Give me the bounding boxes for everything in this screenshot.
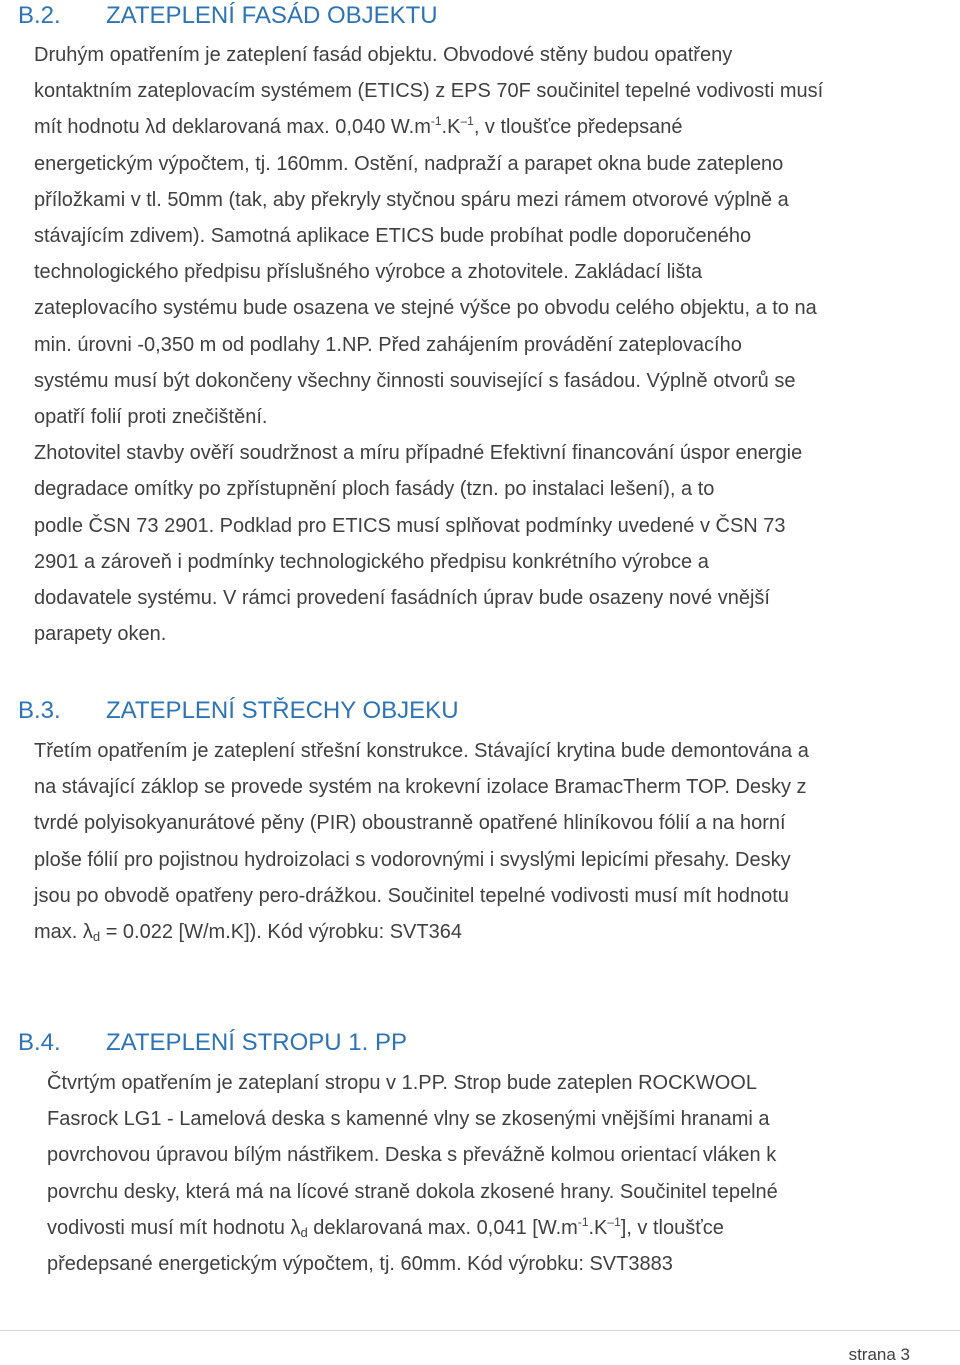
text-line: max. $\lambda_d = 0.022$ [W/m.K]). Kód výrobku: SVT364 [34, 921, 462, 945]
text-line: 2901 a zároveň i podmínky technologického předpisu konkrétního výrobce a [34, 550, 709, 573]
section-title: ZATEPLENÍ STŘECHY OBJEKU [106, 697, 459, 724]
text-line: podle ČSN 73 2901. Podklad pro ETICS musí splňovat podmínky uvedené v ČSN 73 [34, 514, 786, 537]
text-line: tvrdé polyisokyanurátové pěny (PIR) oboustranně opatřené hliníkovou fólií a na horní [34, 812, 786, 835]
text-line: dodavatele systému. V rámci provedení fasádních úprav bude osazeny nové vnější [34, 587, 770, 610]
text-line: vodivosti musí mít hodnotu $\lambda_d$ deklarovaná max. 0,041 $[W.m^{-1}.K^{-1}]$, v tloušťce [47, 1214, 724, 1240]
text-line: degradace omítky po zpřístupnění ploch fasády (tzn. po instalaci lešení), a to [34, 478, 715, 501]
section-title: ZATEPLENÍ STROPU 1. PP [106, 1029, 407, 1056]
text-line: Čtvrtým opatřením je zateplaní stropu v 1.PP. Strop bude zateplen ROCKWOOL [47, 1072, 757, 1094]
section-b3-body [34, 733, 809, 950]
text-line: Třetím opatřením je zateplení střešní konstrukce. Stávající krytina bude demontována a [34, 740, 809, 762]
text-line: předepsané energetickým výpočtem, tj. 60mm. Kód výrobku: SVT3883 [47, 1253, 673, 1276]
section-heading-b4 [18, 1029, 407, 1057]
text-line: Druhým opatřením je zateplení fasád objektu. Obvodové stěny budou opatřeny [34, 44, 733, 66]
text-line: stávajícím zdivem). Samotná aplikace ETICS bude probíhat podle doporučeného [34, 225, 752, 248]
text-line: energetickým výpočtem, tj. 160mm. Ostění, nadpraží a parapet okna bude zatepleno [34, 152, 784, 175]
section-heading-b3 [18, 697, 459, 725]
section-b2-body [34, 37, 823, 652]
text-line: min. úrovni -0,350 m od podlahy 1.NP. Před zahájením provádění zateplovacího [34, 333, 742, 356]
text-line: povrchu desky, která má na lícové straně dokola zkosené hrany. Součinitel tepelné [47, 1180, 778, 1203]
section-title: ZATEPLENÍ FASÁD OBJEKTU [106, 2, 438, 29]
text-line: opatří folií proti znečištění. [34, 406, 268, 429]
page-number: strana 3 [848, 1345, 910, 1364]
text-line: příložkami v tl. 50mm (tak, aby překryly styčnou spáru mezi rámem otvorové výplně a [34, 188, 789, 211]
text-line: na stávající záklop se provede systém na krokevní izolace BramacTherm TOP. Desky z [34, 776, 807, 799]
text-line: povrchovou úpravou bílým nástřikem. Deska s převážně kolmou orientací vláken k [47, 1144, 777, 1167]
text-line: zateplovacího systému bude osazena ve stejné výšce po obvodu celého objektu, a to na [34, 297, 817, 320]
section-number: B.4. [18, 1029, 61, 1056]
text-line: Fasrock LG1 - Lamelová deska s kamenné vlny se zkosenými vnějšími hranami a [47, 1108, 770, 1131]
text-line: mít hodnotu λd deklarovaná max. 0,040 $W.m^{-1}.K^{-1}$, v tloušťce předepsané [34, 114, 683, 139]
section-number: B.3. [18, 697, 61, 724]
text-line: kontaktním zateplovacím systémem (ETICS) z EPS 70F součinitel tepelné vodivosti musí [34, 80, 824, 103]
text-line: parapety oken. [34, 623, 167, 646]
text-line: Zhotovitel stavby ověří soudržnost a míru případné Efektivní financování úspor energie [34, 442, 803, 465]
section-number: B.2. [18, 2, 61, 29]
footer-divider [0, 1330, 960, 1331]
section-heading-b2 [18, 2, 438, 30]
text-line: systému musí být dokončeny všechny činnosti související s fasádou. Výplně otvorů se [34, 369, 796, 392]
text-line: jsou po obvodě opatřeny pero-drážkou. Součinitel tepelné vodivosti musí mít hodnotu [34, 884, 789, 907]
section-b4-body [47, 1065, 778, 1282]
text-line: ploše fólií pro pojistnou hydroizolaci s vodorovnými i svyslými lepicími přesahy. Desky [34, 848, 791, 871]
text-line: technologického předpisu příslušného výrobce a zhotovitele. Zakládací lišta [34, 261, 703, 284]
